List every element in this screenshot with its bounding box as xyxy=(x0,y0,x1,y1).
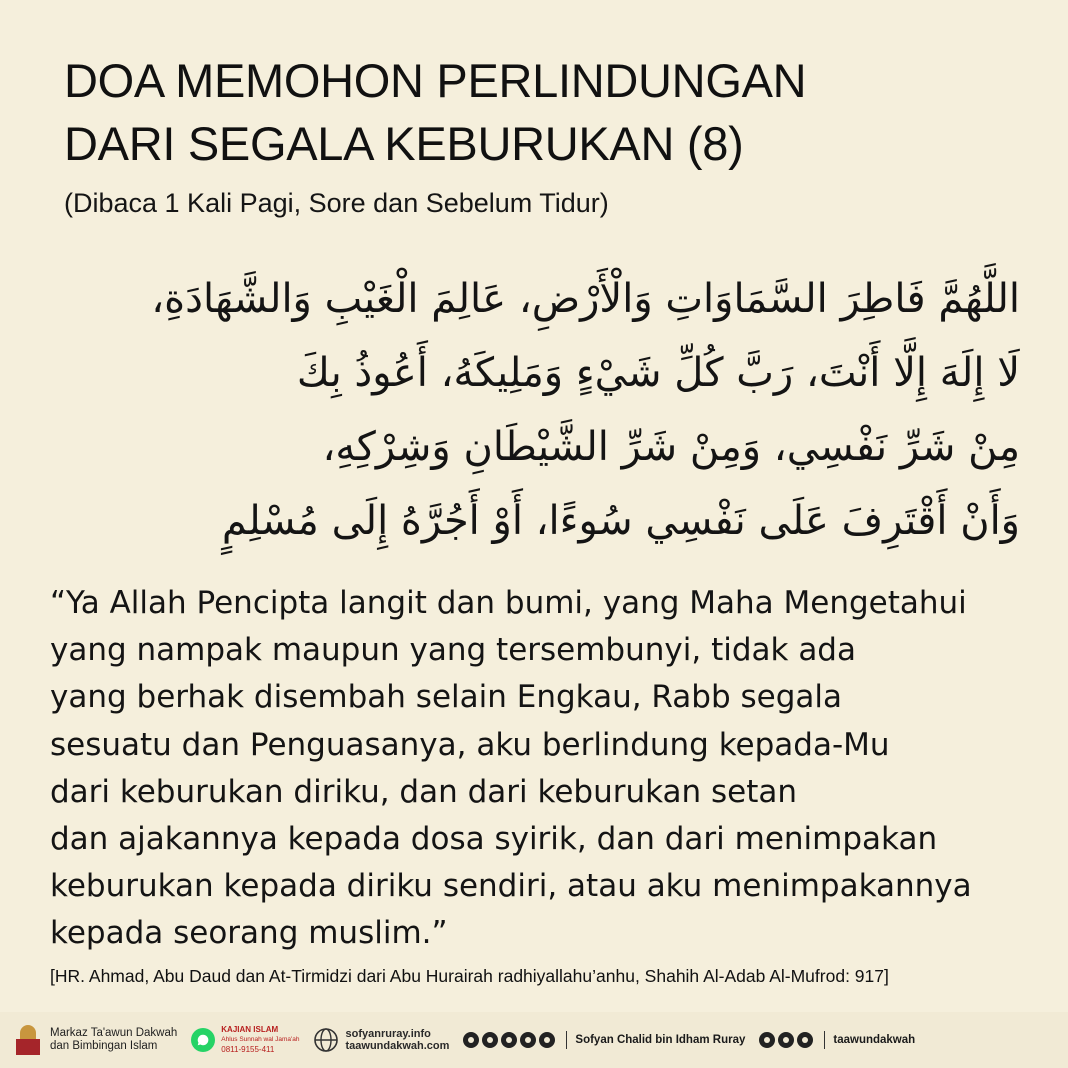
social-handle xyxy=(759,1031,915,1049)
radio-title: KAJIAN ISLAM xyxy=(221,1025,279,1034)
arabic-line-4: وَأَنْ أَقْتَرِفَ عَلَى نَفْسِي سُوءًا، أَوْ أَجُرَّهُ إِلَى مُسْلِمٍ xyxy=(221,498,1020,544)
globe-icon xyxy=(313,1027,339,1053)
social-handle-text: taawundakwah xyxy=(833,1034,916,1046)
mosque-logo-icon xyxy=(14,1023,42,1057)
twitter-icon[interactable] xyxy=(539,1032,555,1048)
translation-line-5: dari keburukan diriku, dan dari keburukan setan xyxy=(50,773,798,810)
org-branding xyxy=(14,1023,177,1057)
translation-line-4: sesuatu dan Penguasanya, aku berlindung kepada-Mu xyxy=(50,726,890,763)
youtube-icon[interactable] xyxy=(463,1032,479,1048)
translation-line-8: kepada seorang muslim.” xyxy=(50,915,448,952)
translation-line-6: dan ajakannya kepada dosa syirik, dan dari menimpakan xyxy=(50,821,938,858)
translation-line-7: keburukan kepada diriku sendiri, atau aku menimpakannya xyxy=(50,868,972,905)
author-name: Sofyan Chalid bin Idham Ruray xyxy=(575,1034,746,1046)
instagram-icon[interactable] xyxy=(778,1032,794,1048)
arabic-prayer xyxy=(60,262,1020,558)
radio-phone: 0811-9155-411 xyxy=(221,1045,275,1054)
divider xyxy=(824,1031,825,1049)
reading-instruction: (Dibaca 1 Kali Pagi, Sore dan Sebelum Tidur) xyxy=(64,188,609,218)
instagram-icon[interactable] xyxy=(520,1032,536,1048)
website-2[interactable]: taawundakwah.com xyxy=(345,1040,450,1052)
footer-bar xyxy=(0,1012,1068,1068)
telegram-icon[interactable] xyxy=(797,1032,813,1048)
page-title xyxy=(64,50,1024,175)
translation-line-2: yang nampak maupun yang tersembunyi, tidak ada xyxy=(50,632,856,669)
arabic-line-1: اللَّهُمَّ فَاطِرَ السَّمَاوَاتِ وَالْأَرْضِ، عَالِمَ الْغَيْبِ وَالشَّهَادَةِ، xyxy=(151,276,1020,322)
org-name-line-1: Markaz Ta'awun Dakwah xyxy=(50,1027,178,1039)
translation-line-3: yang berhak disembah selain Engkau, Rabb segala xyxy=(50,679,842,716)
social-author xyxy=(463,1031,745,1049)
telegram-icon[interactable] xyxy=(501,1032,517,1048)
website-1[interactable]: sofyanruray.info xyxy=(345,1028,431,1040)
divider xyxy=(566,1031,567,1049)
arabic-line-3: مِنْ شَرِّ نَفْسِي، وَمِنْ شَرِّ الشَّيْطَانِ وَشِرْكِهِ، xyxy=(322,424,1020,470)
title-line-1: DOA MEMOHON PERLINDUNGAN xyxy=(64,54,807,107)
facebook-icon[interactable] xyxy=(482,1032,498,1048)
facebook-icon[interactable] xyxy=(759,1032,775,1048)
whatsapp-icon xyxy=(191,1028,215,1052)
website-links[interactable] xyxy=(313,1027,449,1053)
translation-line-1: “Ya Allah Pencipta langit dan bumi, yang Maha Mengetahui xyxy=(50,585,967,621)
title-line-2: DARI SEGALA KEBURUKAN (8) xyxy=(64,116,744,170)
translation-text xyxy=(50,580,1040,958)
radio-subtitle: Ahlus Sunnah wal Jama'ah xyxy=(221,1036,300,1043)
whatsapp-contact[interactable] xyxy=(191,1025,299,1055)
arabic-line-2: لَا إِلَهَ إِلَّا أَنْتَ، رَبَّ كُلِّ شَيْءٍ وَمَلِيكَهُ، أَعُوذُ بِكَ xyxy=(296,350,1020,396)
hadith-source: [HR. Ahmad, Abu Daud dan At-Tirmidzi dari Abu Hurairah radhiyallahu’anhu, Shahih Al-Adab Al-Mufrod: 917] xyxy=(50,966,889,986)
org-name-line-2: dan Bimbingan Islam xyxy=(50,1040,158,1052)
